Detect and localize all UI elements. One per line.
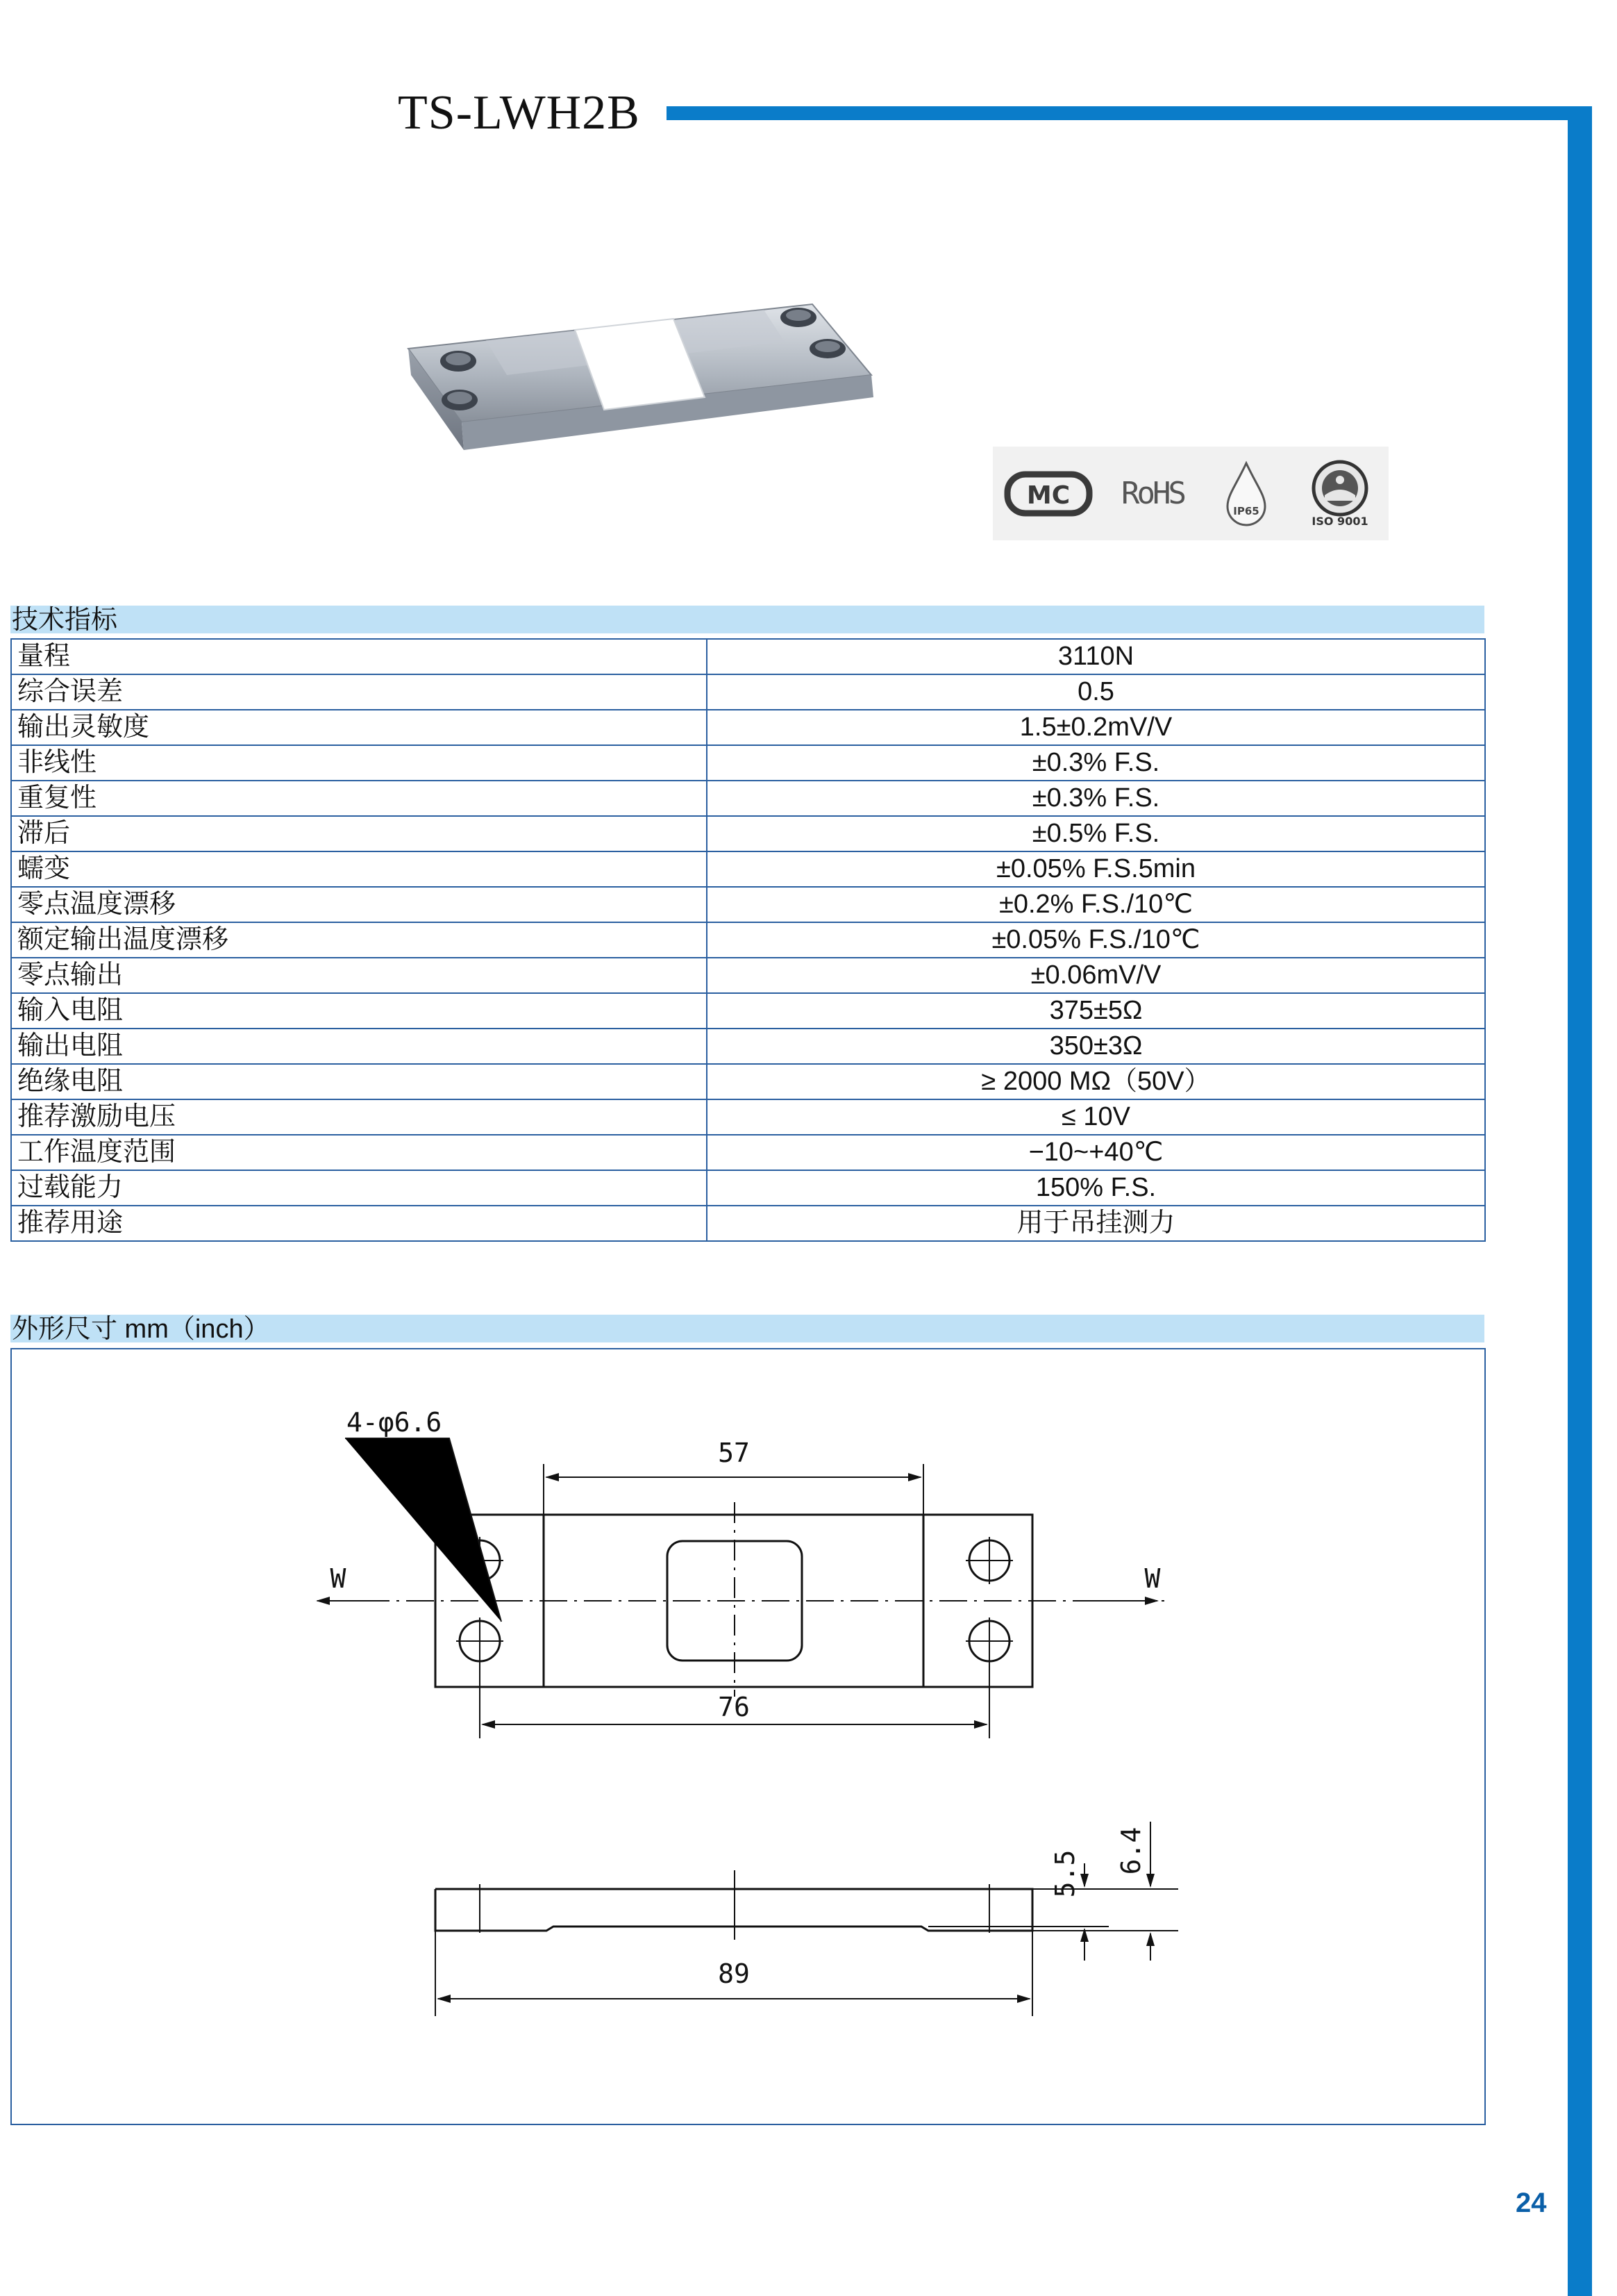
spec-label: 零点输出 [11, 958, 707, 993]
iso9001-logo-text: ISO 9001 [1312, 515, 1368, 528]
ip65-logo-text: IP65 [1233, 504, 1259, 517]
spec-table [10, 638, 1486, 1242]
spec-label: 综合误差 [11, 674, 707, 710]
spec-row [11, 816, 1485, 851]
specs-heading: 技术指标 [10, 606, 1484, 633]
spec-row [11, 887, 1485, 922]
hole-spec-label: 4-φ6.6 [346, 1407, 442, 1438]
spec-row [11, 922, 1485, 958]
page-number: 24 [1516, 2188, 1547, 2218]
spec-label: 输入电阻 [11, 993, 707, 1029]
spec-row [11, 1064, 1485, 1099]
spec-row [11, 710, 1485, 745]
spec-value: 3110N [707, 639, 1485, 674]
dim-full-thickness: 6.4 [1116, 1827, 1146, 1875]
spec-value: ≥ 2000 MΩ（50V） [707, 1064, 1485, 1099]
spec-row [11, 851, 1485, 887]
spec-label: 绝缘电阻 [11, 1064, 707, 1099]
spec-value: ±0.05% F.S.5min [707, 851, 1485, 887]
spec-label: 输出灵敏度 [11, 710, 707, 745]
side-accent-bar [1568, 106, 1592, 2296]
rohs-logo-text: RoHS [1121, 476, 1184, 511]
product-photo [396, 299, 882, 465]
spec-value: ±0.2% F.S./10℃ [707, 887, 1485, 922]
spec-label: 过载能力 [11, 1170, 707, 1206]
spec-value: 用于吊挂测力 [707, 1206, 1485, 1241]
spec-value: 1.5±0.2mV/V [707, 710, 1485, 745]
spec-label: 非线性 [11, 745, 707, 781]
spec-value: 150% F.S. [707, 1170, 1485, 1206]
spec-row [11, 958, 1485, 993]
spec-label: 滞后 [11, 816, 707, 851]
spec-value: 0.5 [707, 674, 1485, 710]
header-accent-bar [667, 106, 1592, 120]
spec-label: 推荐用途 [11, 1206, 707, 1241]
cmc-logo-text: MC [1026, 481, 1071, 510]
cmc-logo [1000, 447, 1097, 540]
spec-row [11, 781, 1485, 816]
spec-value: ±0.06mV/V [707, 958, 1485, 993]
spec-value: ±0.5% F.S. [707, 816, 1485, 851]
spec-label: 工作温度范围 [11, 1135, 707, 1170]
spec-label: 推荐激励电压 [11, 1099, 707, 1135]
spec-row [11, 1099, 1485, 1135]
product-model-title: TS-LWH2B [398, 86, 640, 140]
spec-label: 蠕变 [11, 851, 707, 887]
spec-label: 零点温度漂移 [11, 887, 707, 922]
spec-value: 350±3Ω [707, 1029, 1485, 1064]
spec-row [11, 1135, 1485, 1170]
spec-label: 量程 [11, 639, 707, 674]
spec-row [11, 639, 1485, 674]
dim-overall-length: 89 [718, 1958, 750, 1989]
spec-row [11, 1170, 1485, 1206]
spec-value: ±0.05% F.S./10℃ [707, 922, 1485, 958]
spec-row [11, 745, 1485, 781]
certification-strip [993, 447, 1389, 540]
spec-value: 375±5Ω [707, 993, 1485, 1029]
spec-row [11, 1029, 1485, 1064]
dim-hole-spacing: 76 [718, 1692, 750, 1722]
dimension-drawing [12, 1349, 1484, 2124]
spec-row [11, 1206, 1485, 1241]
spec-label: 输出电阻 [11, 1029, 707, 1064]
ip65-logo [1212, 447, 1281, 540]
spec-value: ±0.3% F.S. [707, 781, 1485, 816]
dimensions-heading: 外形尺寸 mm（inch） [10, 1315, 1484, 1342]
dim-thin-thickness: 5.5 [1050, 1849, 1080, 1898]
load-label-right: W [1144, 1563, 1161, 1594]
rohs-logo [1111, 447, 1194, 540]
dim-center-width: 57 [718, 1438, 750, 1468]
spec-label: 重复性 [11, 781, 707, 816]
load-label-left: W [330, 1563, 346, 1594]
dimension-drawing-frame [10, 1348, 1486, 2125]
iso9001-logo [1298, 447, 1382, 540]
spec-row [11, 674, 1485, 710]
spec-label: 额定输出温度漂移 [11, 922, 707, 958]
spec-value: −10~+40℃ [707, 1135, 1485, 1170]
spec-value: ±0.3% F.S. [707, 745, 1485, 781]
spec-row [11, 993, 1485, 1029]
spec-value: ≤ 10V [707, 1099, 1485, 1135]
